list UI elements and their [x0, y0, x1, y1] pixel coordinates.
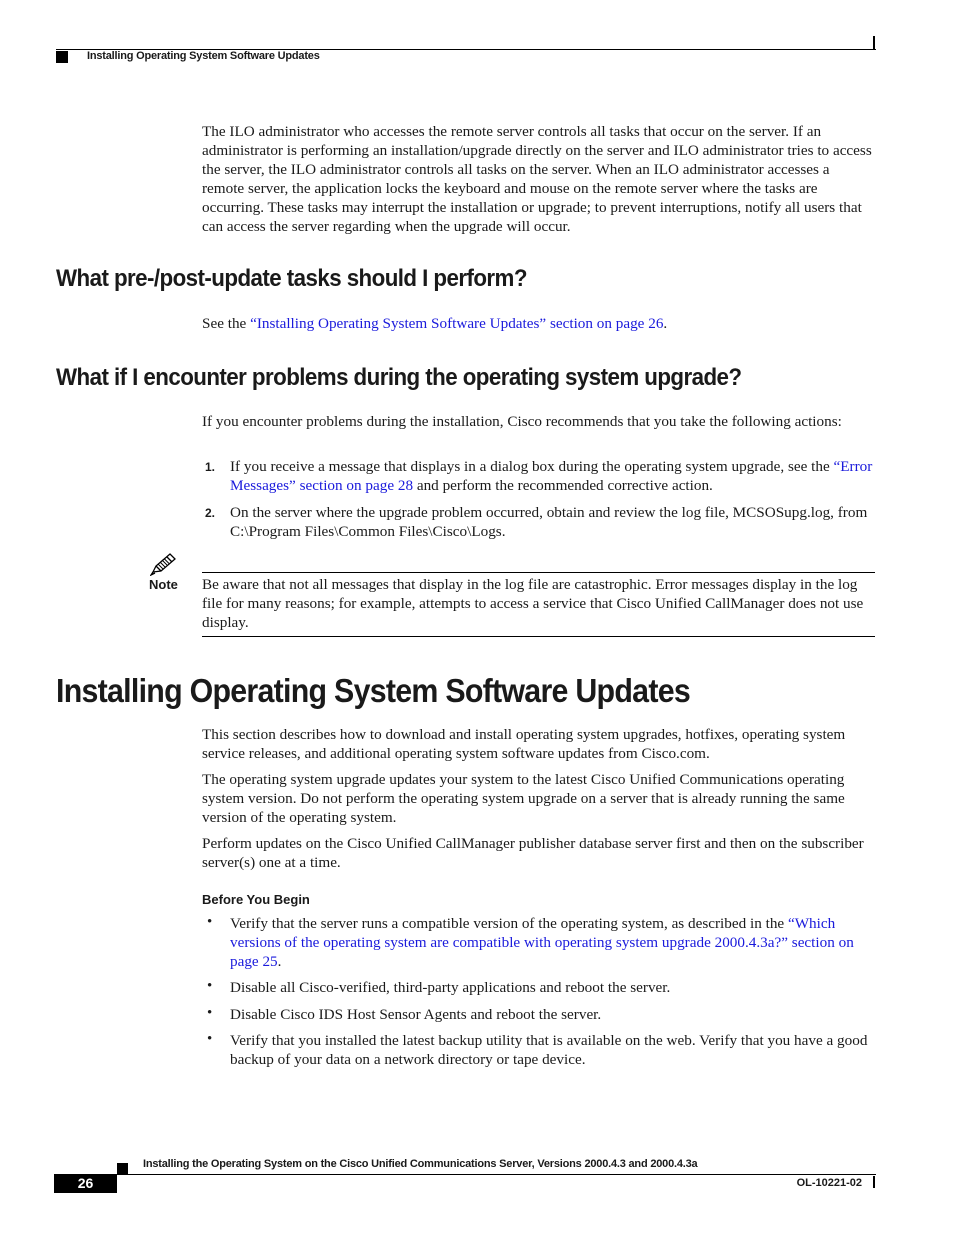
see-suffix: .	[663, 315, 668, 332]
compatible-versions-xref-link[interactable]: “Which versions of the operating system are compatible with operating system upgrade 2000.4.3a?” section on page 25	[230, 915, 854, 970]
installing-paragraph-2: The operating system upgrade updates your system to the latest Cisco Unified Communications operating system version. Do not perform the operating system upgrade on a server that is already running the same version of the operating system.	[202, 771, 845, 826]
step-number-2: 2.	[205, 506, 216, 520]
running-header-title: Installing Operating System Software Updates	[87, 50, 320, 62]
intro-paragraph: The ILO administrator who accesses the remote server controls all tasks that occur on the server. If an administrator is performing an installation/upgrade directly on the server and ILO administrator tries to access the server, the ILO administrator controls all tasks on the server. When an ILO administrator accesses a remote server, the application locks the keyboard and mouse on the remote server where the tasks are occurring. These tasks may interrupt the installation or upgrade; to prevent interruptions, notify all users that can access the server regarding when the upgrade will occur.	[202, 123, 872, 235]
header-corner-tick	[873, 36, 875, 50]
step-2-text: On the server where the upgrade problem occurred, obtain and review the log file, MCSOSupg.log, from C:\Program Files\Common Files\Cisco\Logs.	[230, 504, 868, 540]
see-prefix: See the	[202, 315, 251, 332]
bullet-marker: •	[207, 914, 213, 930]
installing-updates-xref-link[interactable]: “Installing Operating System Software Updates” section on page 26	[250, 315, 664, 332]
bullet-1-text-after: .	[277, 953, 282, 970]
note-bottom-rule	[202, 636, 875, 637]
footer-rule	[117, 1174, 876, 1175]
before-you-begin-title: Before You Begin	[202, 892, 310, 907]
installing-paragraph-1: This section describes how to download and install operating system upgrades, hotfixes, operating system service releases, and additional operating system software updates from Cisco.com.	[202, 726, 846, 762]
bullet-3-text: Disable Cisco IDS Host Sensor Agents and reboot the server.	[230, 1006, 602, 1023]
step-1-text-after: and perform the recommended corrective action.	[413, 477, 713, 494]
header-marker-square	[56, 51, 68, 63]
heading-pre-post-tasks: What pre-/post-update tasks should I perform?	[56, 265, 527, 292]
step-number-1: 1.	[205, 460, 216, 474]
bullet-4-text: Verify that you installed the latest backup utility that is available on the web. Verify that you have a good backup of your data on a network directory or tape device.	[230, 1032, 868, 1068]
note-top-rule	[202, 572, 875, 573]
bullet-marker: •	[207, 1005, 213, 1021]
footer-marker-square	[117, 1163, 128, 1174]
error-messages-xref-link[interactable]: “Error Messages” section on page 28	[230, 458, 873, 494]
bullet-marker: •	[207, 978, 213, 994]
note-text: Be aware that not all messages that display in the log file are catastrophic. Error messages display in the log file for many reasons; for example, attempts to access a service that Cisco Unified CallManager does not use display.	[202, 576, 864, 631]
heading-encounter-problems: What if I encounter problems during the operating system upgrade?	[56, 364, 742, 391]
installing-paragraph-3: Perform updates on the Cisco Unified CallManager publisher database server first and then on the subscriber server(s) one at a time.	[202, 835, 864, 871]
heading-installing-updates: Installing Operating System Software Updates	[56, 672, 690, 709]
bullet-marker: •	[207, 1031, 213, 1047]
footer-book-title: Installing the Operating System on the Cisco Unified Communications Server, Versions 2000.4.3 and 2000.4.3a	[143, 1158, 698, 1170]
bullet-1-text-before: Verify that the server runs a compatible version of the operating system, as described in the	[230, 915, 788, 932]
pencil-note-icon	[150, 552, 178, 576]
document-number: OL-10221-02	[796, 1177, 862, 1189]
page-number: 26	[77, 1175, 94, 1191]
step-1-text	[230, 457, 874, 495]
note-label: Note	[149, 577, 178, 592]
bullet-2-text: Disable all Cisco-verified, third-party applications and reboot the server.	[230, 979, 671, 996]
footer-corner-tick	[873, 1176, 875, 1188]
step-1-text-before: If you receive a message that displays in a dialog box during the operating system upgrade, see the	[230, 458, 834, 475]
see-reference-paragraph	[202, 314, 874, 333]
bullet-1-text	[230, 914, 874, 971]
problems-intro-paragraph: If you encounter problems during the installation, Cisco recommends that you take the following actions:	[202, 413, 842, 430]
